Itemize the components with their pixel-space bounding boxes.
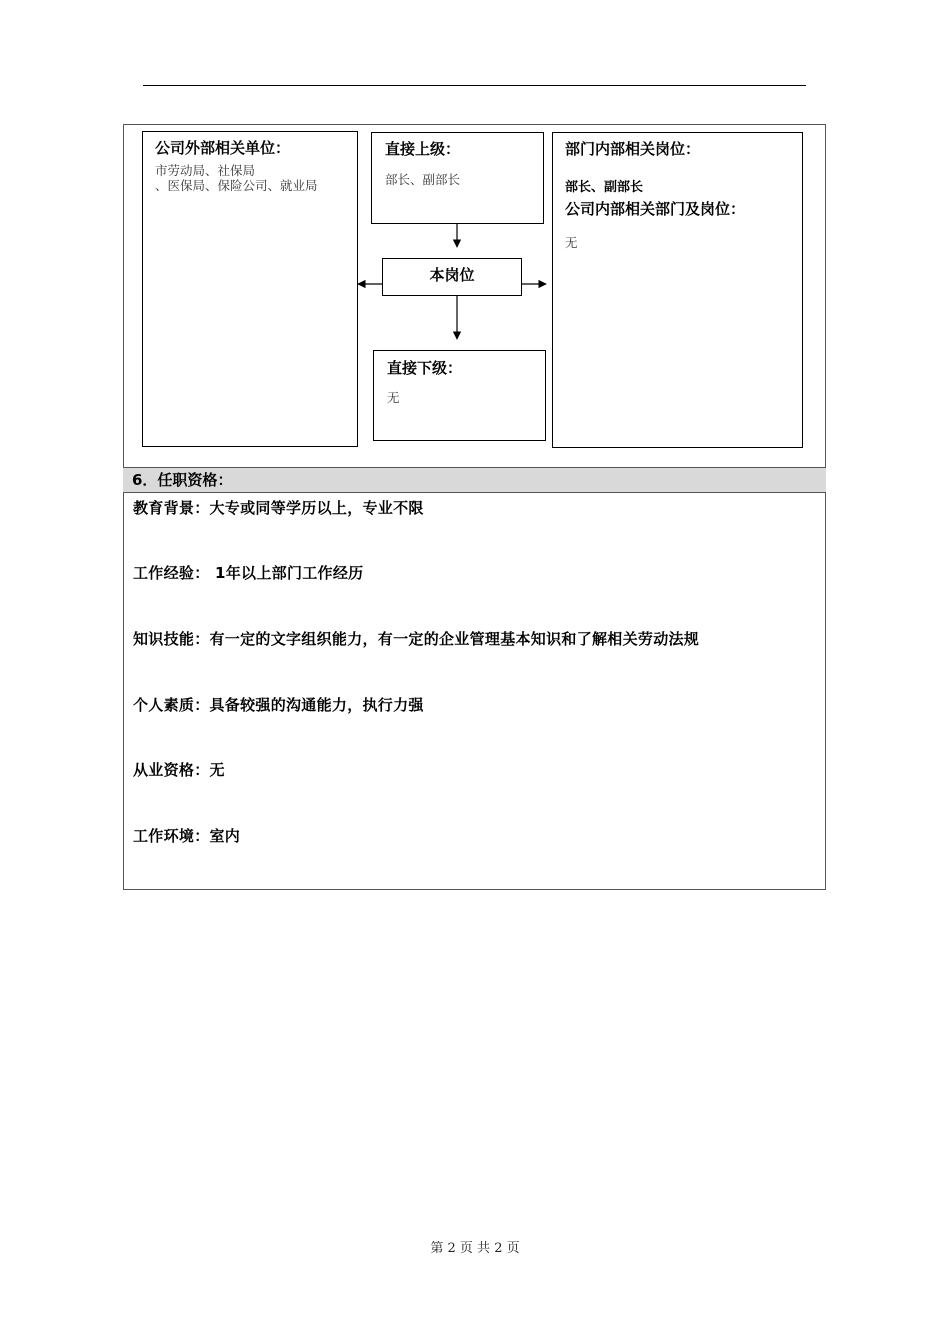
internal-positions-title: 部门内部相关岗位： bbox=[565, 140, 701, 158]
external-units-line-1: 市劳动局、社保局 bbox=[155, 163, 256, 178]
direct-superior-value: 部长、副部长 bbox=[385, 172, 461, 187]
qualification-personal: 个人素质：具备较强的沟通能力，执行力强 bbox=[133, 696, 424, 714]
external-units-line-2: 、医保局、保险公司、就业局 bbox=[155, 178, 318, 193]
qualifications-heading: 6．任职资格： bbox=[123, 467, 826, 493]
internal-positions-value: 部长、副部长 bbox=[565, 180, 644, 195]
current-position-title: 本岗位 bbox=[429, 266, 475, 284]
direct-subordinate-title: 直接下级： bbox=[387, 359, 463, 377]
direct-subordinate-value: 无 bbox=[387, 390, 400, 405]
qualification-skills: 知识技能：有一定的文字组织能力，有一定的企业管理基本知识和了解相关劳动法规 bbox=[133, 630, 700, 648]
direct-superior-title: 直接上级： bbox=[385, 140, 461, 158]
qualification-environment: 工作环境：室内 bbox=[133, 827, 241, 845]
internal-departments-value: 无 bbox=[565, 235, 578, 250]
page-number: 第 2 页 共 2 页 bbox=[430, 1241, 520, 1256]
internal-departments-title: 公司内部相关部门及岗位： bbox=[565, 200, 746, 218]
qualification-education: 教育背景：大专或同等学历以上，专业不限 bbox=[133, 499, 424, 517]
external-units-title: 公司外部相关单位： bbox=[155, 139, 291, 157]
qualification-experience: 工作经验： 1年以上部门工作经历 bbox=[133, 564, 364, 582]
header-rule bbox=[143, 85, 806, 86]
qualification-certification: 从业资格：无 bbox=[133, 761, 225, 779]
